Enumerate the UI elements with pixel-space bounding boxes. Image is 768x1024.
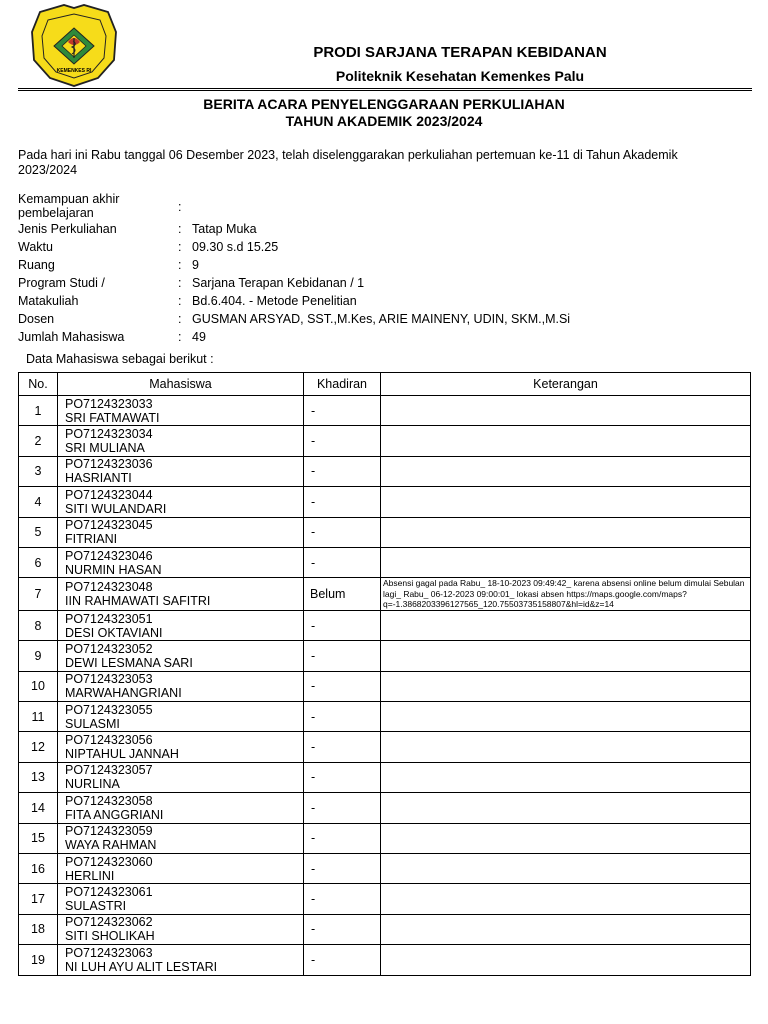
info-label: Waktu <box>18 240 53 254</box>
remarks <box>381 396 751 426</box>
student-name: DEWI LESMANA SARI <box>65 655 193 670</box>
student-nim: PO7124323033 <box>65 396 153 411</box>
table-row <box>19 641 751 671</box>
attendance-status: - <box>304 487 381 517</box>
info-label: Program Studi / <box>18 276 105 290</box>
student-cell <box>58 823 304 853</box>
table-row <box>19 487 751 517</box>
student-nim: PO7124323060 <box>65 854 153 869</box>
student-name: FITRIANI <box>65 532 118 547</box>
table-row <box>19 671 751 701</box>
student-nim: PO7124323058 <box>65 793 153 808</box>
remarks <box>381 426 751 456</box>
student-cell <box>58 426 304 456</box>
remarks <box>381 641 751 671</box>
student-cell <box>58 547 304 577</box>
table-row <box>19 914 751 944</box>
row-number: 11 <box>19 702 58 732</box>
info-value: Sarjana Terapan Kebidanan / 1 <box>192 276 365 290</box>
student-nim: PO7124323044 <box>65 487 153 502</box>
student-cell <box>58 914 304 944</box>
info-colon: : <box>178 258 182 272</box>
student-name: SULASMI <box>65 716 120 731</box>
table-row <box>19 610 751 640</box>
student-cell <box>58 641 304 671</box>
info-value: GUSMAN ARSYAD, SST.,M.Kes, ARIE MAINENY, UDIN, SKM.,M.Si <box>192 312 571 326</box>
header-divider-double <box>18 90 752 91</box>
row-number: 17 <box>19 884 58 914</box>
student-cell <box>58 578 304 611</box>
info-label: Matakuliah <box>18 294 79 308</box>
student-cell <box>58 793 304 823</box>
student-cell <box>58 853 304 883</box>
table-header-row <box>19 373 751 396</box>
row-number: 4 <box>19 487 58 517</box>
student-name: HERLINI <box>65 868 115 883</box>
remarks <box>381 456 751 486</box>
student-cell <box>58 762 304 792</box>
student-name: SRI MULIANA <box>65 441 145 456</box>
document-title: BERITA ACARA PENYELENGGARAAN PERKULIAHAN <box>203 96 565 112</box>
info-value: Tatap Muka <box>192 222 257 236</box>
table-row <box>19 517 751 547</box>
attendance-status: - <box>304 793 381 823</box>
student-name: NURLINA <box>65 777 120 792</box>
student-name: WAYA RAHMAN <box>65 838 157 853</box>
student-nim: PO7124323036 <box>65 457 153 472</box>
attendance-status: - <box>304 853 381 883</box>
info-colon: : <box>178 276 182 290</box>
remarks <box>381 762 751 792</box>
student-name: DESI OKTAVIANI <box>65 625 163 640</box>
student-cell <box>58 884 304 914</box>
row-number: 10 <box>19 671 58 701</box>
student-nim: PO7124323034 <box>65 427 153 442</box>
info-colon: : <box>178 330 182 344</box>
table-row <box>19 762 751 792</box>
student-cell <box>58 945 304 975</box>
header-keterangan: Keterangan <box>381 373 751 396</box>
table-row <box>19 578 751 611</box>
attendance-status: - <box>304 426 381 456</box>
student-nim: PO7124323055 <box>65 702 153 717</box>
attendance-status: Belum <box>304 578 381 611</box>
program-title: PRODI SARJANA TERAPAN KEBIDANAN <box>313 44 607 61</box>
student-name: NI LUH AYU ALIT LESTARI <box>65 959 218 974</box>
attendance-status: - <box>304 914 381 944</box>
attendance-status: - <box>304 823 381 853</box>
row-number: 2 <box>19 426 58 456</box>
student-cell <box>58 610 304 640</box>
student-nim: PO7124323048 <box>65 580 153 595</box>
info-colon: : <box>178 312 182 326</box>
attendance-status: - <box>304 945 381 975</box>
attendance-status: - <box>304 610 381 640</box>
student-name: SITI SHOLIKAH <box>65 929 155 944</box>
row-number: 13 <box>19 762 58 792</box>
remarks <box>381 884 751 914</box>
info-label: Jenis Perkuliahan <box>18 222 117 236</box>
info-colon: : <box>178 294 182 308</box>
remarks <box>381 914 751 944</box>
table-row <box>19 732 751 762</box>
table-row <box>19 945 751 975</box>
row-number: 15 <box>19 823 58 853</box>
student-cell <box>58 517 304 547</box>
table-row <box>19 853 751 883</box>
row-number: 18 <box>19 914 58 944</box>
attendance-status: - <box>304 456 381 486</box>
attendance-status: - <box>304 702 381 732</box>
remarks <box>381 823 751 853</box>
student-name: SULASTRI <box>65 899 127 914</box>
header-khadiran: Khadiran <box>304 373 381 396</box>
info-colon: : <box>178 222 182 236</box>
info-label: Jumlah Mahasiswa <box>18 330 125 344</box>
header-no: No. <box>19 373 58 396</box>
attendance-status: - <box>304 396 381 426</box>
row-number: 9 <box>19 641 58 671</box>
document-subtitle: TAHUN AKADEMIK 2023/2024 <box>285 113 483 129</box>
students-table <box>18 372 751 976</box>
student-cell <box>58 671 304 701</box>
row-number: 16 <box>19 853 58 883</box>
student-nim: PO7124323045 <box>65 518 153 533</box>
table-row <box>19 456 751 486</box>
info-value: Bd.6.404. - Metode Penelitian <box>192 294 357 308</box>
row-number: 8 <box>19 610 58 640</box>
student-cell <box>58 702 304 732</box>
header-divider <box>18 88 752 89</box>
student-name: SRI FATMAWATI <box>65 410 160 425</box>
student-nim: PO7124323057 <box>65 763 153 778</box>
info-value: 09.30 s.d 15.25 <box>192 240 279 254</box>
student-nim: PO7124323051 <box>65 611 153 626</box>
student-nim: PO7124323062 <box>65 915 153 930</box>
student-nim: PO7124323052 <box>65 641 153 656</box>
info-value: 49 <box>192 330 206 344</box>
student-cell <box>58 487 304 517</box>
remarks <box>381 702 751 732</box>
table-row <box>19 547 751 577</box>
info-value: 9 <box>192 258 199 272</box>
remarks <box>381 945 751 975</box>
intro-paragraph: Pada hari ini Rabu tanggal 06 Desember 2023, telah diselenggarakan perkuliahan pertemuan ke-11 di Tahun Akademik 2023/2024 <box>18 148 678 177</box>
row-number: 6 <box>19 547 58 577</box>
row-number: 5 <box>19 517 58 547</box>
row-number: 14 <box>19 793 58 823</box>
attendance-status: - <box>304 641 381 671</box>
row-number: 1 <box>19 396 58 426</box>
institution-name: Politeknik Kesehatan Kemenkes Palu <box>335 68 585 84</box>
table-row <box>19 702 751 732</box>
remarks <box>381 487 751 517</box>
row-number: 7 <box>19 578 58 611</box>
info-label: Dosen <box>18 312 55 326</box>
student-nim: PO7124323061 <box>65 885 153 900</box>
student-nim: PO7124323059 <box>65 824 153 839</box>
remarks <box>381 610 751 640</box>
info-label: Ruang <box>18 258 55 272</box>
table-row <box>19 823 751 853</box>
info-colon: : <box>178 200 182 214</box>
remarks: Absensi gagal pada Rabu_ 18-10-2023 09:49:42_ karena absensi online belum dimulai Sebulan lagi_ Rabu_ 06-12-2023 09:00:01_ lokasi absen https://maps.google.com/maps?q=-1.3868203396127565_120.75503735158807&hl=id&z=14 <box>381 578 751 611</box>
remarks <box>381 732 751 762</box>
table-row <box>19 793 751 823</box>
student-nim: PO7124323063 <box>65 945 153 960</box>
logo-text-bottom: KEMENKES RI <box>56 68 92 74</box>
student-name: NURMIN HASAN <box>65 562 162 577</box>
remarks <box>381 671 751 701</box>
student-name: FITA ANGGRIANI <box>65 807 164 822</box>
student-name: NIPTAHUL JANNAH <box>65 747 179 762</box>
table-row <box>19 884 751 914</box>
poltekkes-logo <box>26 2 122 88</box>
row-number: 19 <box>19 945 58 975</box>
student-nim: PO7124323056 <box>65 733 153 748</box>
student-cell <box>58 732 304 762</box>
attendance-status: - <box>304 762 381 792</box>
remarks <box>381 853 751 883</box>
row-number: 12 <box>19 732 58 762</box>
student-nim: PO7124323046 <box>65 548 153 563</box>
remarks <box>381 547 751 577</box>
attendance-status: - <box>304 517 381 547</box>
table-row <box>19 426 751 456</box>
row-number: 3 <box>19 456 58 486</box>
remarks <box>381 793 751 823</box>
attendance-status: - <box>304 884 381 914</box>
header-mahasiswa: Mahasiswa <box>58 373 304 396</box>
info-label: Kemampuan akhir pembelajaran <box>18 192 120 220</box>
remarks <box>381 517 751 547</box>
info-colon: : <box>178 240 182 254</box>
table-caption: Data Mahasiswa sebagai berikut : <box>26 352 214 366</box>
student-nim: PO7124323053 <box>65 672 153 687</box>
attendance-status: - <box>304 671 381 701</box>
attendance-status: - <box>304 732 381 762</box>
student-name: MARWAHANGRIANI <box>65 686 182 701</box>
student-cell <box>58 456 304 486</box>
table-row <box>19 396 751 426</box>
student-name: SITI WULANDARI <box>65 501 167 516</box>
student-cell <box>58 396 304 426</box>
student-name: IIN RAHMAWATI SAFITRI <box>65 594 211 609</box>
attendance-status: - <box>304 547 381 577</box>
student-name: HASRIANTI <box>65 471 132 486</box>
